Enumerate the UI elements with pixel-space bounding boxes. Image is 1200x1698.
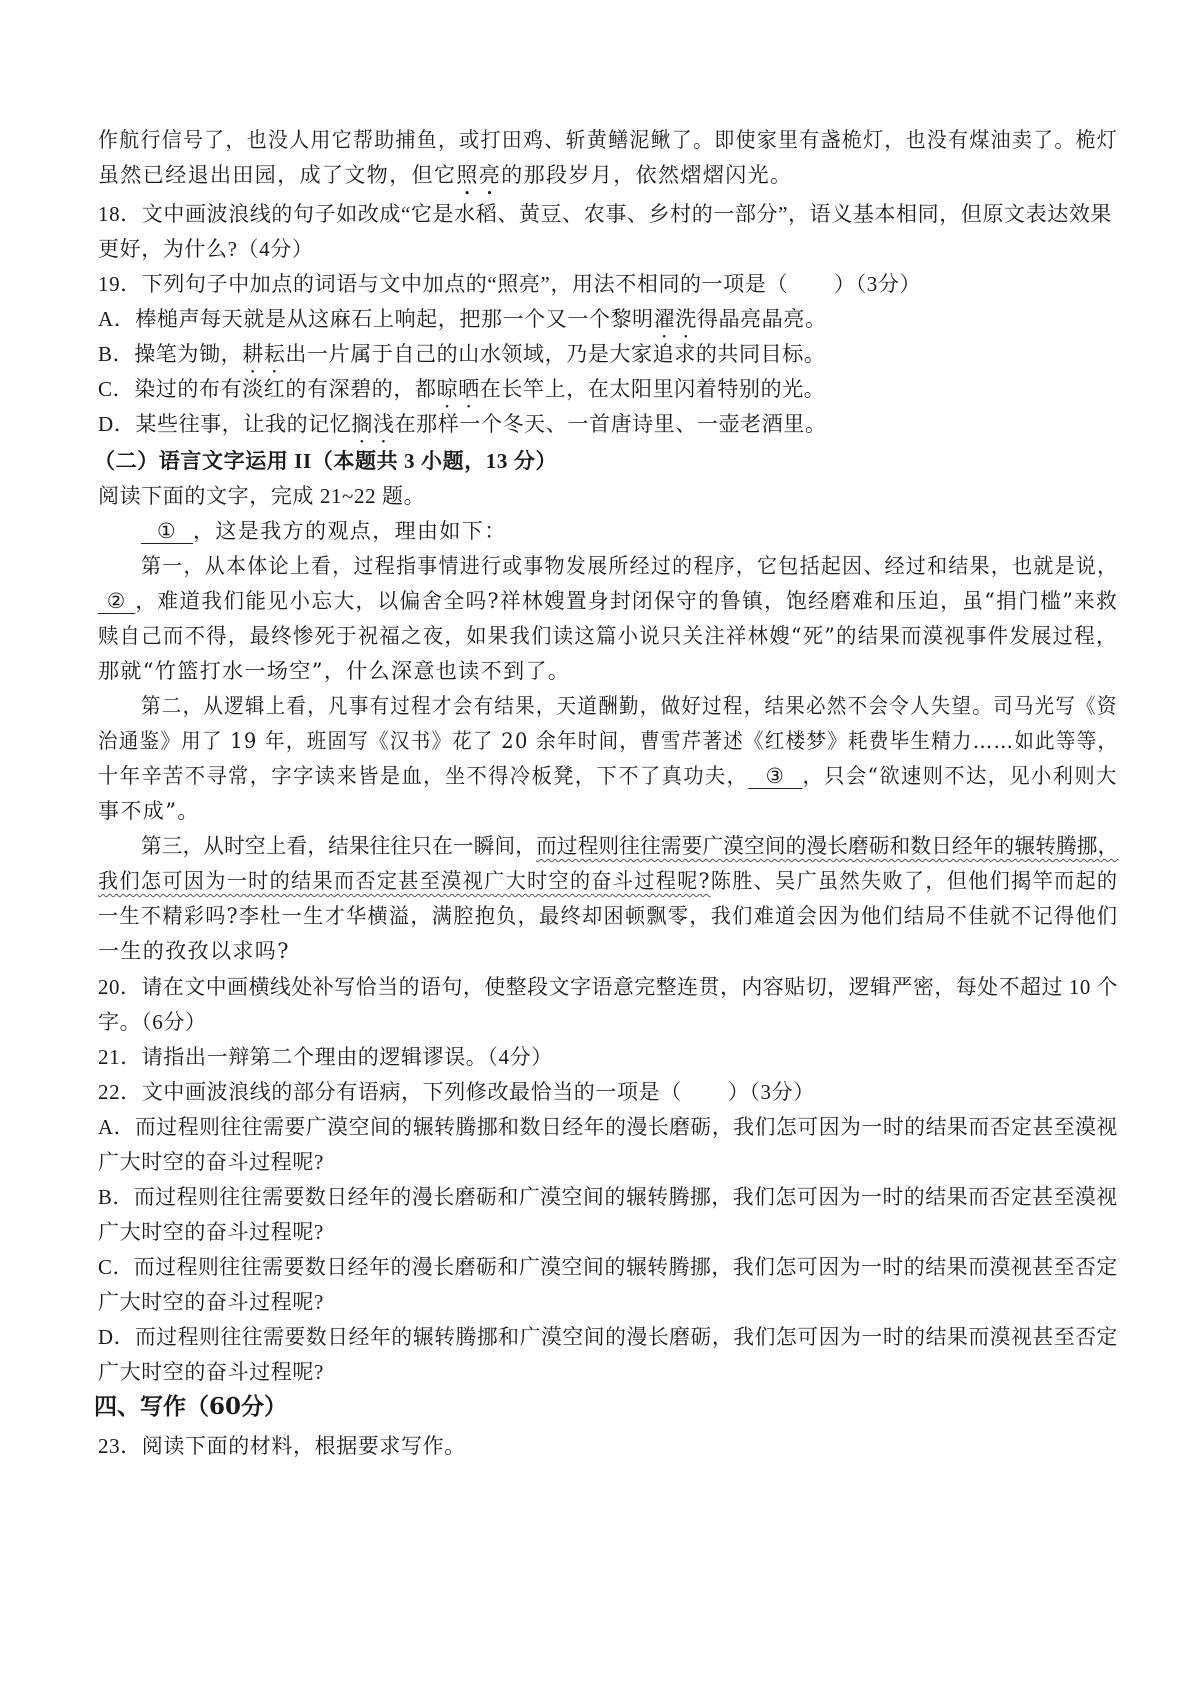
question-text: ）（3分） <box>727 1080 815 1104</box>
passage-line <box>98 161 792 200</box>
option-b-cont: 广大时空的奋斗过程呢? <box>98 1220 324 1244</box>
blank-2: ② <box>98 589 135 614</box>
essay-line <box>141 832 1118 860</box>
option-a: A．而过程则往往需要广漠空间的辗转腾挪和数日经年的漫长磨砺，我们怎可因为一时的结果而否定甚至漠视 <box>98 1115 1118 1139</box>
question-20-line: 20．请在文中画横线处补写恰当的语句，使整段文字语意完整连贯，内容贴切，逻辑严密，每处不超过 10 个 <box>98 975 1119 999</box>
dotted-word: 照亮 <box>456 163 502 187</box>
dotted-word: 搁浅 <box>351 412 395 436</box>
essay-text: ，难道我们能见小忘大，以偏舍全吗?祥林嫂置身封闭保守的鲁镇，饱经磨难和压迫，虽“捐门槛”来救 <box>135 589 1119 613</box>
essay-line: 第二，从逻辑上看，凡事有过程才会有结果，天道酬勤，做好过程，结果必然不会令人失望。司马光写《资 <box>141 694 1118 718</box>
essay-text: ，只会“欲速则不达，见小利则大 <box>802 764 1118 788</box>
option-d: D．而过程则往往需要数日经年的辗转腾挪和广漠空间的漫长磨砺，我们怎可因为一时的结果而漠视甚至否定 <box>98 1325 1118 1349</box>
passage-text: 虽然已经退出田园，成了文物，但它 <box>98 163 457 187</box>
question-18-line: 更好，为什么?（4分） <box>98 237 314 261</box>
question-21-line: 21．请指出一辩第二个理由的逻辑谬误。（4分） <box>98 1045 553 1069</box>
option-text: D．某些往事，让我的记忆 <box>98 412 352 436</box>
option-c <box>98 375 825 413</box>
essay-line: 赎自己而不得，最终惨死于祝福之夜，如果我们读这篇小说只关注祥林嫂“死”的结果而漠视事件发展过程， <box>98 624 1118 648</box>
option-text: 在长竿上，在太阳里闪着特别的光。 <box>479 377 826 401</box>
essay-line <box>98 587 1118 615</box>
section-instruction: 阅读下面的文字，完成 21~22 题。 <box>98 484 426 508</box>
essay-text: 陈胜、吴广虽然失败了，但他们揭竿而起的 <box>710 869 1119 893</box>
option-c-cont: 广大时空的奋斗过程呢? <box>98 1290 324 1314</box>
blank-3: ③ <box>748 764 802 789</box>
section-4-heading: 四、写作（60分） <box>94 1393 288 1420</box>
essay-line: 治通鉴》用了 19 年，班固写《汉书》花了 20 余年时间，曹雪芹著述《红楼梦》耗费毕生精力……如此等等， <box>98 729 1119 753</box>
essay-line: 一生不精彩吗?李杜一生才华横溢，满腔抱负，最终却困顿飘零，我们难道会因为他们结局不佳就不记得他们 <box>98 904 1119 928</box>
essay-line <box>98 762 1118 790</box>
question-text: 22．文中画波浪线的部分有语病，下列修改最恰当的一项是（ <box>98 1080 682 1104</box>
essay-text: 十年辛苦不寻常，字字读来皆是血，坐不得冷板凳，下不了真功夫， <box>98 764 749 788</box>
question-18-line: 18．文中画波浪线的句子如改成“它是水稻、黄豆、农事、乡村的一部分”，语义基本相同，但原文表达效果 <box>98 202 1113 226</box>
question-19-stem <box>98 270 921 298</box>
dotted-word: 濯洗 <box>653 307 697 331</box>
option-text: C．染过的布有淡红的有深碧的，都 <box>98 377 437 401</box>
essay-line: 第一，从本体论上看，过程指事情进行或事物发展所经过的程序，它包括起因、经过和结果，也就是说， <box>141 554 1119 578</box>
option-b: B．而过程则往往需要数日经年的漫长磨砺和广漠空间的辗转腾挪，我们怎可因为一时的结果而否定甚至漠视 <box>98 1185 1118 1209</box>
essay-line <box>141 517 507 545</box>
essay-text: 第三，从时空上看，结果往往只在一瞬间， <box>141 834 537 858</box>
essay-text: ，这是我方的观点，理由如下： <box>193 519 507 543</box>
question-20-line: 字。（6分） <box>98 1010 207 1034</box>
passage-line: 作航行信号了，也没人用它帮助捕鱼，或打田鸡、斩黄鳝泥鳅了。即使家里有盏桅灯，也没有煤油卖了。桅灯 <box>98 128 1119 152</box>
option-text: B．操笔为锄， <box>98 342 243 366</box>
question-22-stem <box>98 1078 815 1106</box>
essay-line: 事不成”。 <box>98 799 200 823</box>
passage-text: 的那段岁月，依然熠熠闪光。 <box>501 163 793 187</box>
dotted-word: 晾晒 <box>436 377 480 401</box>
option-d-cont: 广大时空的奋斗过程呢? <box>98 1360 324 1384</box>
option-b <box>98 340 825 378</box>
blank-1: ① <box>141 519 193 544</box>
wavy-underlined-text: 而过程则往往需要广漠空间的漫长磨砺和数日经年的辗转腾挪， <box>536 834 1119 858</box>
option-a-cont: 广大时空的奋斗过程呢? <box>98 1150 324 1174</box>
option-a <box>98 305 827 343</box>
section-heading: （二）语言文字运用 II（本题共 3 小题，13 分） <box>94 449 558 473</box>
option-text: A．棒槌声每天就是从这麻石上响起，把那一个又一个黎明 <box>98 307 654 331</box>
option-text: 在那样一个冬天、一首唐诗里、一壶老酒里。 <box>394 412 827 436</box>
option-c: C．而过程则往往需要数日经年的漫长磨砺和广漠空间的辗转腾挪，我们怎可因为一时的结果而漠视甚至否定 <box>98 1255 1118 1279</box>
essay-line: 一生的孜孜以求吗? <box>98 939 290 963</box>
option-d <box>98 410 827 448</box>
question-text: 19．下列句子中加点的词语与文中加点的“照亮”，用法不相同的一项是（ <box>98 272 789 296</box>
question-text: ）（3分） <box>834 272 922 296</box>
essay-line <box>98 867 1118 895</box>
wavy-underlined-text: 我们怎可因为一时的结果而否定甚至漠视广大时空的奋斗过程呢? <box>98 869 711 893</box>
dotted-word: 耕耘 <box>242 342 286 366</box>
option-text: 出一片属于自己的山水领域，乃是大家追求的共同目标。 <box>285 342 826 366</box>
question-23-line: 23．阅读下面的材料，根据要求写作。 <box>98 1434 466 1458</box>
essay-line: 那就“竹篮打水一场空”，什么深意也读不到了。 <box>98 659 571 683</box>
option-text: 得晶亮晶亮。 <box>696 307 827 331</box>
